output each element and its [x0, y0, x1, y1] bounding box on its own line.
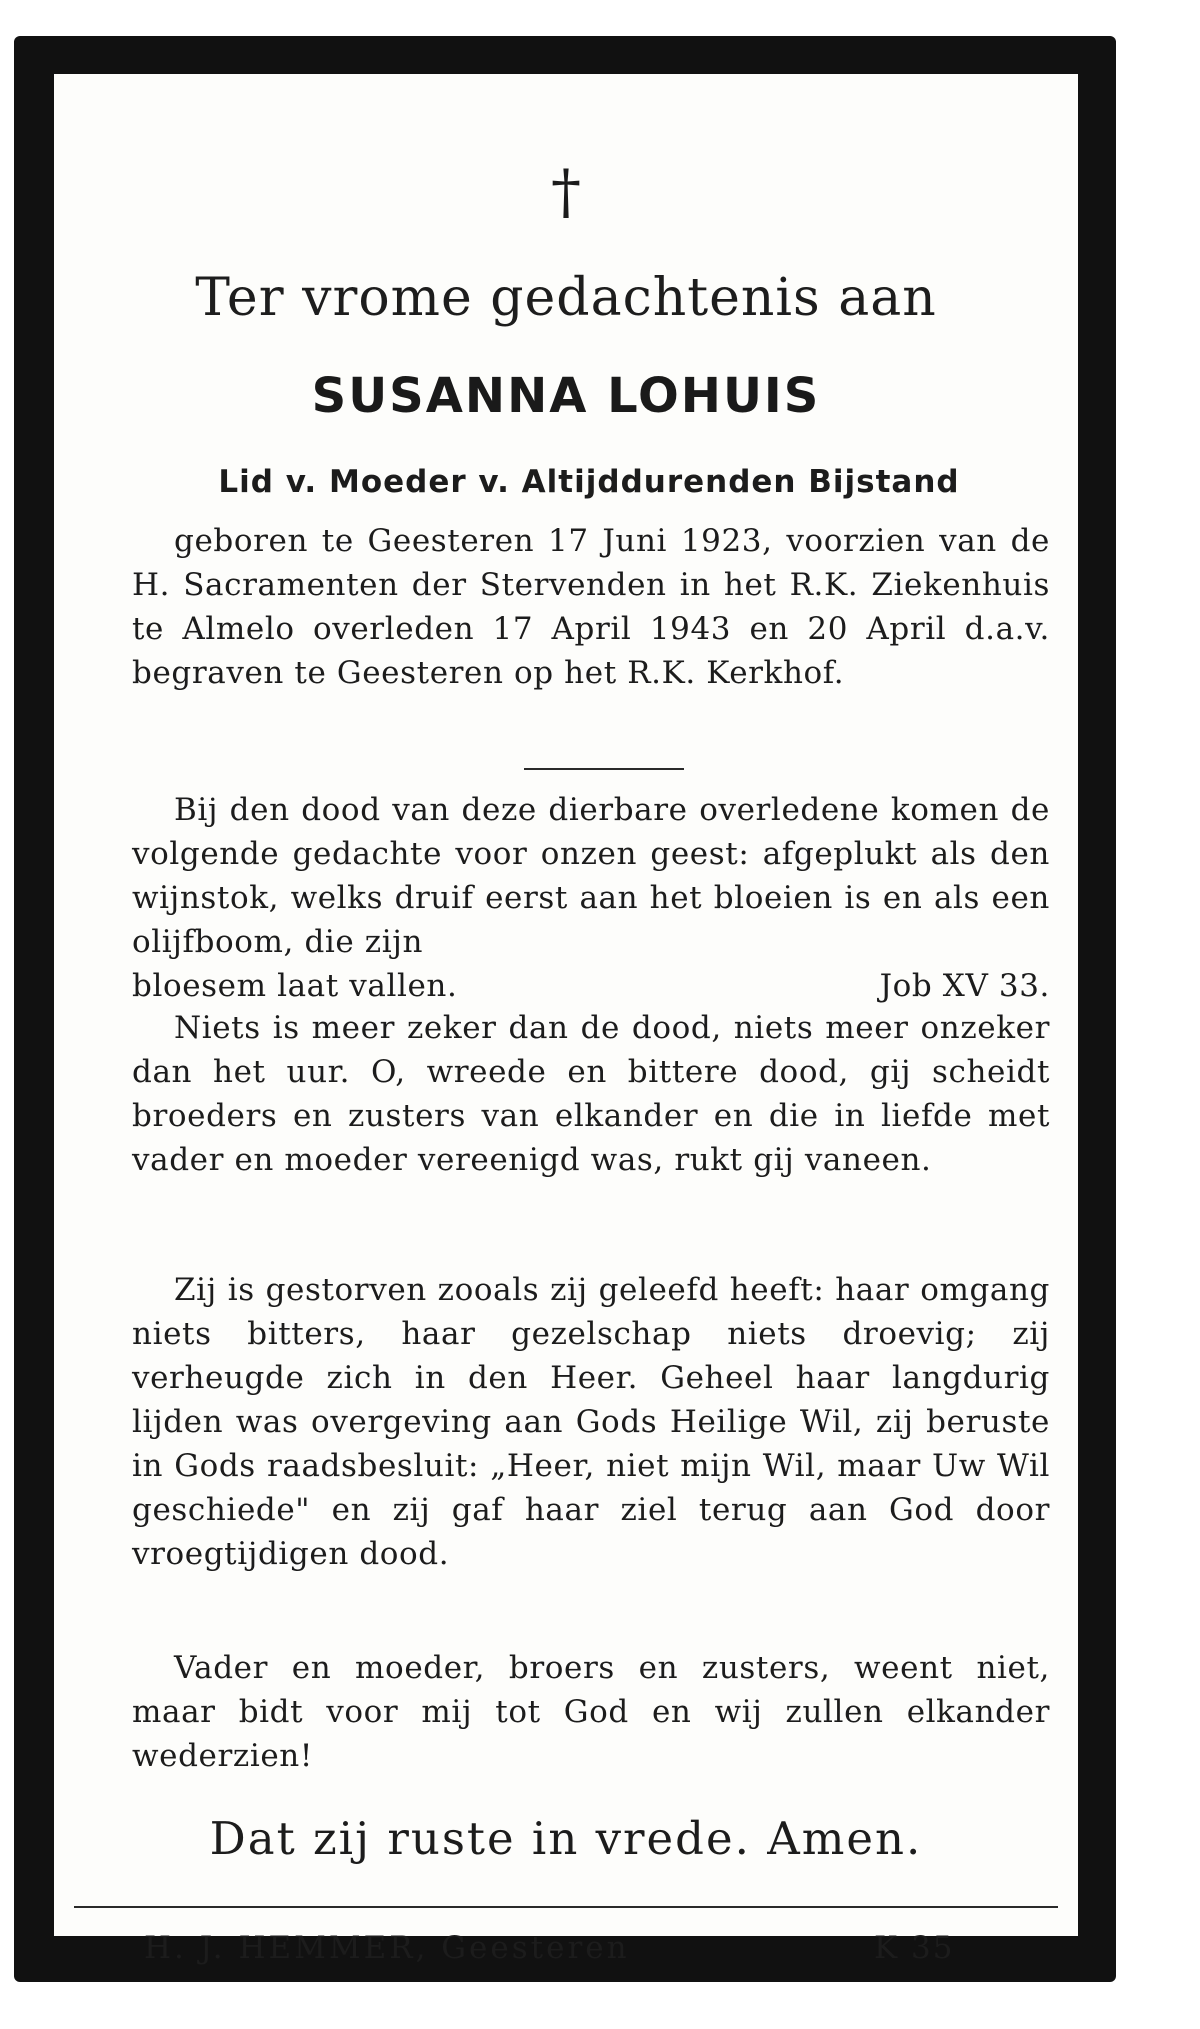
scripture-last-line	[132, 964, 1050, 1008]
reflection-text: Niets is meer zeker dan de dood, niets meer onzeker dan het uur. O, wreede en bittere dood, gij scheidt broeders en zusters van elkander en die in liefde met vader en moeder vereenigd was, rukt gij vaneen.	[132, 1010, 1050, 1178]
biography-text: geboren te Geesteren 17 Juni 1923, voorzien van de H. Sacramenten der Stervenden in het R.K. Ziekenhuis te Almelo overleden 17 April 1943 en 20 April d.a.v. begraven te Geesteren op het R.K. Kerkhof.	[132, 523, 1050, 691]
reflection-paragraph	[132, 1006, 1050, 1182]
scripture-paragraph	[132, 788, 1050, 1008]
farewell-text: Vader en moeder, broers en zusters, weent niet, maar bidt voor mij tot God en wij zullen elkander wederzien!	[132, 1650, 1050, 1774]
footer-divider	[74, 1906, 1058, 1908]
scripture-text: Bij den dood van deze dierbare overledene komen de volgende gedachte voor onzen geest: afgeplukt als den wijnstok, welks druif eerst aan het bloeien is en als een olijfboom, die zijn	[132, 792, 1050, 960]
divider	[524, 768, 684, 770]
deceased-name: SUSANNA LOHUIS	[311, 368, 821, 424]
scripture-text-end: bloesem laat vallen.	[132, 968, 458, 1004]
card-content	[54, 74, 1078, 1966]
closing-prayer: Dat zij ruste in vrede. Amen.	[209, 1812, 923, 1865]
tribute-paragraph	[132, 1268, 1050, 1576]
biography-paragraph	[132, 519, 1050, 695]
farewell-paragraph	[132, 1646, 1050, 1778]
tribute-text: Zij is gestorven zooals zij geleefd heeft: haar omgang niets bitters, haar gezelschap niets droevig; zij verheugde zich in den Heer. Geheel haar langdurig lijden was overgeving aan Gods Heilige Wil, zij beruste in Gods raadsbesluit: „Heer, niet mijn Wil, maar Uw Wil geschiede" en zij gaf haar ziel terug aan God door vroegtijdigen dood.	[132, 1272, 1050, 1572]
membership-line: Lid v. Moeder v. Altijddurenden Bijstand	[218, 464, 960, 500]
printer-credit: H. J. HEMMER, Geesteren	[144, 1930, 630, 1966]
memorial-card	[14, 36, 1116, 1982]
scripture-citation: Job XV 33.	[879, 968, 1050, 1004]
card-code: K 35	[874, 1930, 955, 1966]
card-heading: Ter vrome gedachtenis aan	[195, 268, 937, 328]
cross-icon: †	[551, 157, 581, 227]
